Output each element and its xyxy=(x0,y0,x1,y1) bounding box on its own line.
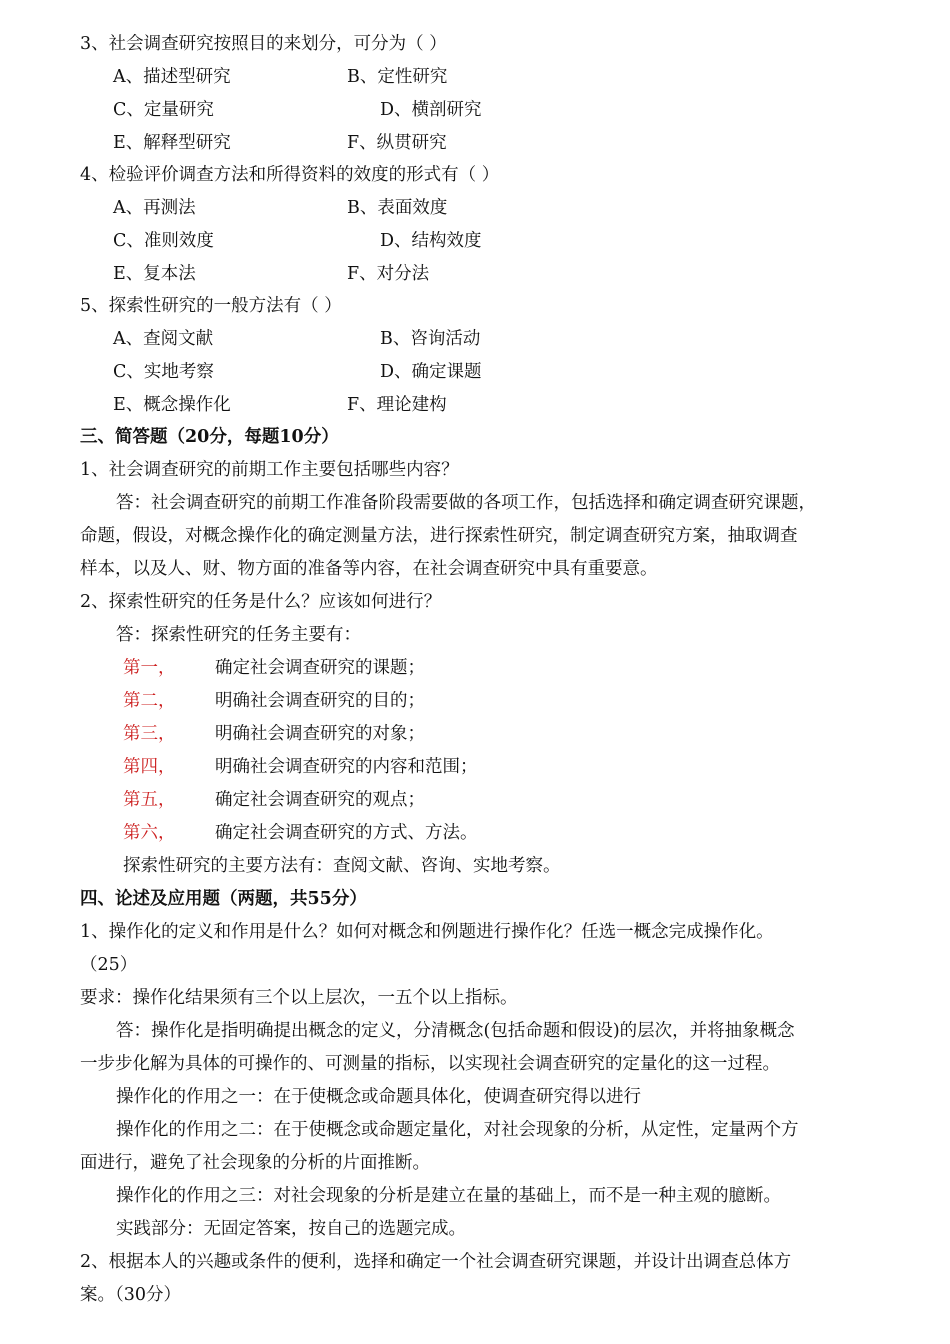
sec4-requirement: 要求：操作化结果须有三个以上层次，一五个以上指标。 xyxy=(80,988,518,1008)
q5-option-a: A、查阅文献 xyxy=(113,329,214,349)
q3-option-f: F、纵贯研究 xyxy=(347,133,447,153)
sec3-answer-1-line-2: 命题，假设，对概念操作化的确定测量方法，进行探索性研究，制定调查研究方案，抽取调查 xyxy=(80,526,798,546)
q4-option-a: A、再测法 xyxy=(113,198,196,218)
sec4-answer-line-3: 操作化的作用之一：在于使概念或命题具体化，使调查研究得以进行 xyxy=(116,1087,641,1107)
task-text: 确定社会调查研究的观点； xyxy=(215,790,425,810)
task-ordinal: 第六， xyxy=(123,823,176,843)
sec3-question-1: 1、社会调查研究的前期工作主要包括哪些内容？ xyxy=(80,460,459,480)
q3-option-c: C、定量研究 xyxy=(113,100,214,120)
q5-option-f: F、理论建构 xyxy=(347,395,447,415)
q3-option-a: A、描述型研究 xyxy=(113,67,231,87)
section-4-heading: 四、论述及应用题（两题，共55分） xyxy=(80,889,367,909)
q3-option-e: E、解释型研究 xyxy=(113,133,231,153)
q4-option-d: D、结构效度 xyxy=(380,231,482,251)
task-text: 确定社会调查研究的方式、方法。 xyxy=(215,823,478,843)
sec4-answer-line-6: 操作化的作用之三：对社会现象的分析是建立在量的基础上，而不是一种主观的臆断。 xyxy=(116,1186,781,1206)
q3-stem: 3、社会调查研究按照目的来划分，可分为（ ） xyxy=(80,34,447,54)
q5-option-b: B、咨询活动 xyxy=(380,329,481,349)
task-text: 明确社会调查研究的对象； xyxy=(215,724,425,744)
task-text: 确定社会调查研究的课题； xyxy=(215,658,425,678)
sec3-answer-2-intro: 答：探索性研究的任务主要有： xyxy=(116,625,361,645)
sec4-answer-line-4: 操作化的作用之二：在于使概念或命题定量化，对社会现象的分析，从定性，定量两个方 xyxy=(116,1120,799,1140)
sec4-question-1-score: （25） xyxy=(80,955,138,975)
sec4-question-2-line-2: 案。（30分） xyxy=(80,1285,182,1305)
sec3-methods: 探索性研究的主要方法有：查阅文献、咨询、实地考察。 xyxy=(123,856,561,876)
q4-option-b: B、表面效度 xyxy=(347,198,448,218)
sec3-answer-1-line-3: 样本，以及人、财、物方面的准备等内容，在社会调查研究中具有重要意。 xyxy=(80,559,658,579)
q5-stem: 5、探索性研究的一般方法有（ ） xyxy=(80,296,342,316)
sec4-answer-line-5: 面进行，避免了社会现象的分析的片面推断。 xyxy=(80,1153,430,1173)
sec4-question-1: 1、操作化的定义和作用是什么？如何对概念和例题进行操作化？任选一概念完成操作化。 xyxy=(80,922,774,942)
task-ordinal: 第二， xyxy=(123,691,176,711)
task-ordinal: 第四， xyxy=(123,757,176,777)
task-ordinal: 第三， xyxy=(123,724,176,744)
task-ordinal: 第五， xyxy=(123,790,176,810)
sec3-question-2: 2、探索性研究的任务是什么？应该如何进行？ xyxy=(80,592,442,612)
q5-option-d: D、确定课题 xyxy=(380,362,482,382)
q3-option-d: D、横剖研究 xyxy=(380,100,482,120)
task-ordinal: 第一， xyxy=(123,658,176,678)
sec3-answer-1-line-1: 答：社会调查研究的前期工作准备阶段需要做的各项工作，包括选择和确定调查研究课题， xyxy=(116,493,816,513)
q5-option-e: E、概念操作化 xyxy=(113,395,231,415)
section-3-heading: 三、简答题（20分，每题10分） xyxy=(80,427,339,447)
task-text: 明确社会调查研究的目的； xyxy=(215,691,425,711)
q3-option-b: B、定性研究 xyxy=(347,67,448,87)
sec4-answer-line-7: 实践部分：无固定答案，按自己的选题完成。 xyxy=(116,1219,466,1239)
sec4-answer-line-1: 答：操作化是指明确提出概念的定义，分清概念(包括命题和假设)的层次，并将抽象概念 xyxy=(116,1021,795,1041)
q4-option-f: F、对分法 xyxy=(347,264,430,284)
q5-option-c: C、实地考察 xyxy=(113,362,214,382)
q4-stem: 4、检验评价调查方法和所得资料的效度的形式有（ ） xyxy=(80,165,500,185)
q4-option-e: E、复本法 xyxy=(113,264,196,284)
sec4-answer-line-2: 一步步化解为具体的可操作的、可测量的指标，以实现社会调查研究的定量化的这一过程。 xyxy=(80,1054,780,1074)
task-text: 明确社会调查研究的内容和范围； xyxy=(215,757,478,777)
sec4-question-2-line-1: 2、根据本人的兴趣或条件的便利，选择和确定一个社会调查研究课题，并设计出调查总体方 xyxy=(80,1252,792,1272)
q4-option-c: C、准则效度 xyxy=(113,231,214,251)
